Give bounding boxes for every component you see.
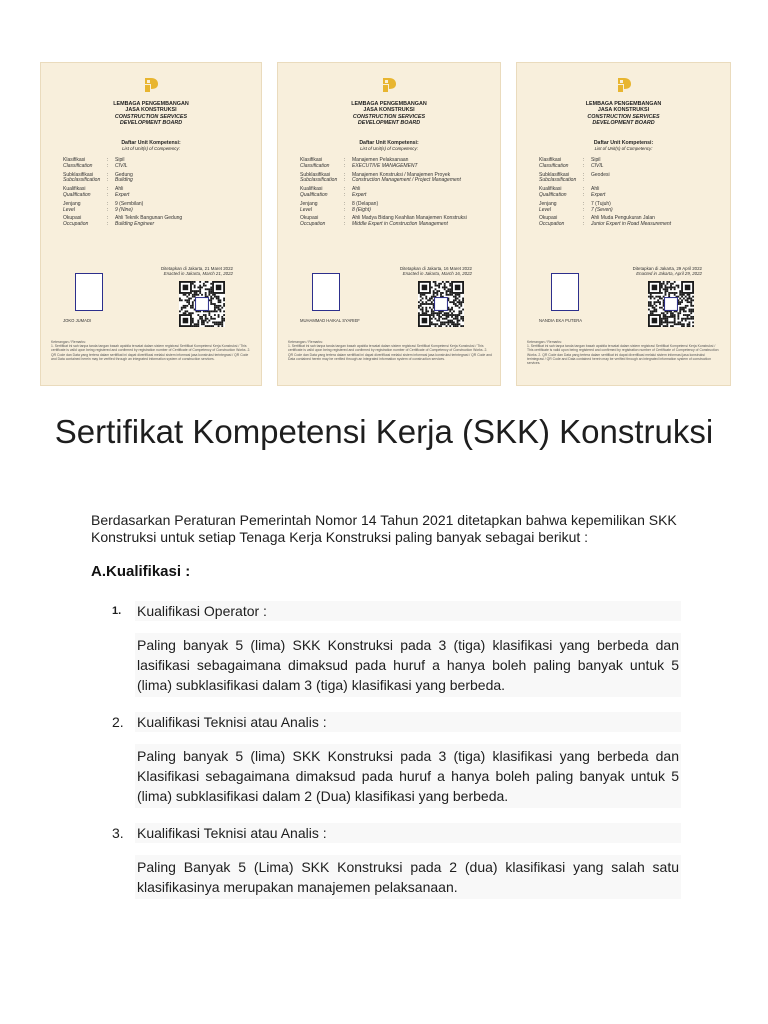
board-line: JASA KONSTRUKSI xyxy=(363,107,415,114)
field-value: Sipil CIVIL xyxy=(591,157,604,169)
qr-code-icon xyxy=(648,281,694,327)
remarks-title: Keterangan / Remarks: xyxy=(288,340,323,344)
remarks xyxy=(527,340,722,365)
field-colon: : : xyxy=(344,186,346,198)
certificate-field-row xyxy=(539,216,720,228)
field-colon: : : xyxy=(344,200,346,213)
field-value: 7 (Tujuh) 7 (Seven) xyxy=(591,200,613,213)
field-label: Jenjang Level xyxy=(300,200,318,213)
holder-photo xyxy=(312,273,340,311)
list-item-body: Paling Banyak 5 (Lima) SKK Konstruksi pada 2 (dua) klasifikasi yang salah satu klasifikasinya merupakan manajemen pelaksanaan. xyxy=(135,855,681,899)
certificate-field-row xyxy=(63,216,251,228)
list-item-number: 2. xyxy=(112,714,124,730)
field-colon: : : xyxy=(583,186,585,198)
certificate-fields xyxy=(300,158,490,231)
board-line-en: DEVELOPMENT BOARD xyxy=(119,119,183,126)
certificate-field-row xyxy=(300,187,490,199)
list-item xyxy=(91,712,681,808)
field-value: Ahli Muda Pengukuran Jalan Junior Expert in Road Measurement xyxy=(591,215,672,228)
list-title-en: List of Unit(s) of Competency: xyxy=(594,146,653,151)
issued-info xyxy=(633,266,702,276)
issued-info xyxy=(161,266,233,276)
field-label: Klasifikasi Classification xyxy=(300,157,330,169)
field-colon: : : xyxy=(583,200,585,213)
field-value: Sipil CIVIL xyxy=(115,157,128,169)
list-title: Daftar Unit Kompetensi: xyxy=(593,140,654,146)
field-value: 9 (Sembilan) 9 (Nine) xyxy=(115,200,144,213)
remarks-text: 1. Sertifikat ini sah tanpa tanda tangan basah apabila tercatat dalam sistem registrasi Sertifikat Kompetensi Kerja Konstruksi / This certificate is valid upon being registered and confirmed by registration number of Certificate of Competency of Construction Works. 2. QR Code dan Data yang tertera dalam sertifikat ini dapat diverifikasi melalui sistem informasi jasa konstruksi terintegrasi / QR Code and Data contained herein may be verified through an integrated information system of construction services. xyxy=(527,344,719,366)
field-value: Ahli Expert xyxy=(352,186,367,198)
issued-text: Ditetapkan di Jakarta, 16 Maret 2022 xyxy=(400,266,472,271)
issued-text: Ditetapkan di Jakarta, 21 Maret 2022 xyxy=(161,266,233,271)
field-label: Subklasifikasi Subclassification xyxy=(63,171,101,184)
field-value: Ahli Expert xyxy=(591,186,606,198)
certificate-field-row xyxy=(300,158,490,170)
certificate-card xyxy=(516,62,731,386)
holder-name: MUHAMMAD HAIKAL SYARIEF xyxy=(300,318,360,323)
list-item-heading xyxy=(112,823,681,843)
field-value: Geodesi xyxy=(591,171,610,178)
certificate-field-row xyxy=(63,158,251,170)
field-label: Kualifikasi Qualification xyxy=(300,186,328,198)
issuing-board xyxy=(278,101,500,126)
board-line-en: CONSTRUCTION SERVICES xyxy=(352,113,426,120)
board-line: LEMBAGA PENGEMBANGAN xyxy=(351,101,427,107)
field-value: Gedung Building xyxy=(115,171,133,184)
issuing-board xyxy=(41,101,261,126)
field-label: Klasifikasi Classification xyxy=(63,157,93,169)
board-line: JASA KONSTRUKSI xyxy=(125,107,177,114)
field-label: Subklasifikasi Subclassification xyxy=(539,171,577,184)
field-colon: : : xyxy=(107,171,109,184)
field-colon: : : xyxy=(344,215,346,228)
field-label: Okupasi Occupation xyxy=(63,215,89,228)
issuing-board xyxy=(517,101,730,126)
field-label: Subklasifikasi Subclassification xyxy=(300,171,338,184)
field-colon: : : xyxy=(107,186,109,198)
remarks-title: Keterangan / Remarks: xyxy=(51,340,86,344)
remarks xyxy=(288,340,492,361)
holder-name: JOKO JUMADI xyxy=(63,318,92,323)
pupr-logo-icon xyxy=(379,75,399,95)
board-line: LEMBAGA PENGEMBANGAN xyxy=(113,101,189,107)
field-value: Ahli Expert xyxy=(115,186,130,198)
board-line-en: DEVELOPMENT BOARD xyxy=(357,119,421,126)
issued-text-en: Enacted in Jakarta, March 16, 2022 xyxy=(402,271,472,277)
certificate-field-row xyxy=(539,173,720,185)
remarks-text: 1. Sertifikat ini sah tanpa tanda tangan basah apabila tercatat dalam sistem registrasi Sertifikat Kompetensi Kerja Konstruksi / This certificate is valid upon being registered and confirmed by registration number of Certificate of Competency of Construction Works. 2. QR Code dan Data yang tertera dalam sertifikat ini dapat diverifikasi melalui sistem informasi jasa konstruksi terintegrasi / QR Code and Data contained herein may be verified through an integrated information system of construction services. xyxy=(51,344,251,361)
list-item-title: Kualifikasi Operator : xyxy=(137,603,267,619)
certificate-field-row xyxy=(63,187,251,199)
list-item xyxy=(91,823,681,899)
field-colon: : : xyxy=(583,215,585,228)
list-title: Daftar Unit Kompetensi: xyxy=(359,140,419,146)
section-heading: A.Kualifikasi : xyxy=(91,563,191,580)
list-item xyxy=(91,601,681,697)
remarks-text: 1. Sertifikat ini sah tanpa tanda tangan basah apabila tercatat dalam sistem registrasi Sertifikat Kompetensi Kerja Konstruksi / This certificate is valid upon being registered and confirmed by registration number of Certificate of Competency of Construction Works. 2. QR Code dan Data yang tertera dalam sertifikat ini dapat diverifikasi melalui sistem informasi jasa konstruksi terintegrasi / QR Code and Data contained herein may be verified through an integrated information system of construction services. xyxy=(288,344,492,361)
certificate-field-row xyxy=(63,202,251,214)
field-value: Ahli Teknik Bangunan Gedung Building Engineer xyxy=(115,215,183,228)
field-colon: : : xyxy=(107,215,109,228)
certificate-card xyxy=(40,62,262,386)
field-label: Kualifikasi Qualification xyxy=(539,186,567,198)
certificate-field-row xyxy=(300,173,490,185)
certificate-field-row xyxy=(539,187,720,199)
board-line-en: DEVELOPMENT BOARD xyxy=(592,119,655,126)
holder-photo xyxy=(551,273,579,311)
list-item-body: Paling banyak 5 (lima) SKK Konstruksi pada 3 (tiga) klasifikasi yang berbeda dan lasifikasi sebagaimana dimaksud pada huruf a hanya boleh paling banyak untuk 5 (lima) subklasifikasi dalam 3 (tiga) klasifikasi yang berbeda. xyxy=(135,633,681,697)
intro-paragraph: Berdasarkan Peraturan Pemerintah Nomor 14 Tahun 2021 ditetapkan bahwa kepemilikan SKK Konstruksi untuk setiap Tenaga Kerja Konstruksi paling banyak sebagai berikut : xyxy=(91,512,677,545)
board-line-en: CONSTRUCTION SERVICES xyxy=(114,113,188,120)
list-item-heading xyxy=(112,601,681,621)
remarks xyxy=(51,340,253,361)
field-value: Manajemen Konstruksi / Manajemen Proyek Construction Management / Project Management xyxy=(352,171,461,184)
list-item-title: Kualifikasi Teknisi atau Analis : xyxy=(137,825,327,841)
list-title-en: List of Unit(s) of Competency: xyxy=(122,146,180,151)
field-label: Jenjang Level xyxy=(63,200,81,213)
field-label: Jenjang Level xyxy=(539,200,557,213)
field-colon: : : xyxy=(344,171,346,184)
certificate-field-row xyxy=(300,202,490,214)
competency-list-title xyxy=(41,140,261,152)
field-value: 8 (Delapan) 8 (Eight) xyxy=(352,200,379,213)
page-title: Sertifikat Kompetensi Kerja (SKK) Konstruksi xyxy=(54,413,714,450)
issued-text-en: Enacted in Jakarta, March 21, 2022 xyxy=(163,271,233,277)
field-label: Klasifikasi Classification xyxy=(539,157,569,169)
list-item-title: Kualifikasi Teknisi atau Analis : xyxy=(137,714,327,730)
list-item-number: 3. xyxy=(112,825,124,841)
certificate-field-row xyxy=(539,158,720,170)
board-line: JASA KONSTRUKSI xyxy=(597,107,650,114)
issued-text-en: Enacted in Jakarta, April 29, 2022 xyxy=(636,271,702,277)
field-colon: : : xyxy=(107,200,109,213)
list-title-en: List of Unit(s) of Competency: xyxy=(360,146,418,151)
certificate-fields xyxy=(539,158,720,231)
field-colon: : : xyxy=(583,157,585,169)
list-title: Daftar Unit Kompetensi: xyxy=(121,140,181,146)
competency-list-title xyxy=(278,140,500,152)
holder-photo xyxy=(75,273,103,311)
field-label: Kualifikasi Qualification xyxy=(63,186,91,198)
pupr-logo-icon xyxy=(141,75,161,95)
issued-info xyxy=(400,266,472,276)
certificate-field-row xyxy=(539,202,720,214)
list-item-number: 1. xyxy=(112,605,122,617)
remarks-title: Keterangan / Remarks: xyxy=(527,340,562,344)
list-item-heading xyxy=(112,712,681,732)
qr-code-icon xyxy=(179,281,225,327)
field-value: Ahli Madya Bidang Keahlian Manajemen Konstruksi Middle Expert in Construction Management xyxy=(352,215,467,228)
pupr-logo-icon xyxy=(614,75,634,95)
field-colon: : : xyxy=(583,171,585,184)
certificate-field-row xyxy=(300,216,490,228)
certificate-fields xyxy=(63,158,251,231)
field-label: Okupasi Occupation xyxy=(539,215,565,228)
field-colon: : : xyxy=(107,157,109,169)
certificate-card xyxy=(277,62,501,386)
list-item-body: Paling banyak 5 (lima) SKK Konstruksi pada 3 (tiga) klasifikasi yang berbeda dan Klasifikasi sebagaimana dimaksud pada huruf a hanya boleh paling banyak untuk 5 (lima) subklasifikasi dalam 2 (Dua) klasifikasi yang berbeda. xyxy=(135,744,681,808)
field-colon: : : xyxy=(344,157,346,169)
field-value: Manajemen Pelaksanaan EXECUTIVE MANAGEMENT xyxy=(352,157,418,169)
certificate-field-row xyxy=(63,173,251,185)
holder-name: NANDIA EKA PUTERA xyxy=(539,318,583,323)
board-line: LEMBAGA PENGEMBANGAN xyxy=(585,101,662,107)
competency-list-title xyxy=(517,140,730,152)
qr-code-icon xyxy=(418,281,464,327)
field-label: Okupasi Occupation xyxy=(300,215,326,228)
board-line-en: CONSTRUCTION SERVICES xyxy=(587,113,660,120)
issued-text: Ditetapkan di Jakarta, 29 April 2022 xyxy=(632,266,702,271)
